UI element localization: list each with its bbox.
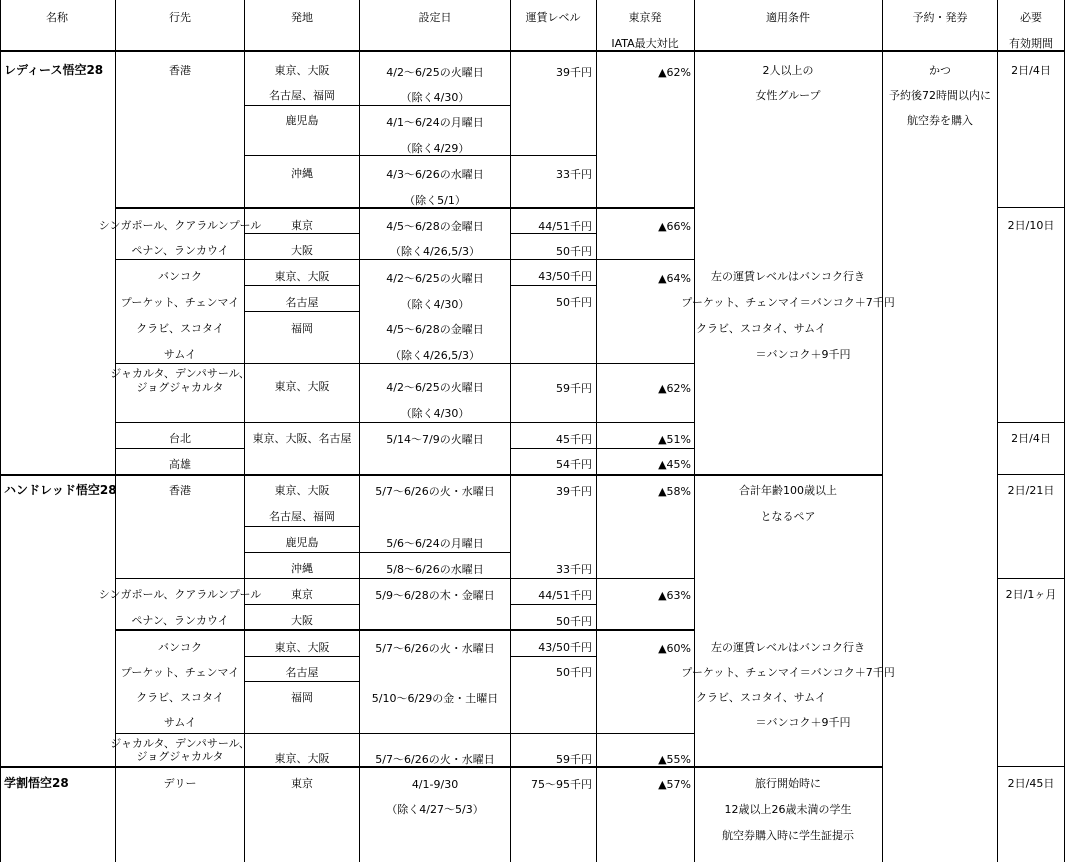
cell-lady-sg-2: ペナン、ランカウイ [131,244,229,257]
cell-hun-val2: 2日/1ヶ月 [1005,588,1057,601]
cell-hun-sg-p: ▲63% [658,589,691,602]
cell-hun-cond1: 合計年齢100歳以上 [739,484,837,497]
cell-hun-jk-f: 59千円 [556,753,592,766]
cell-hun-bk-o1: 東京、大阪 [274,641,330,654]
cell-lady-sg-d1: 4/5～6/28の金曜日 [386,220,484,233]
cell-hun-bk-c2: プーケット、チェンマイ＝バンコク＋7千円 [681,666,895,679]
cell-hun-bk-o2: 名古屋 [285,666,319,679]
cell-lady-val1: 2日/4日 [1011,64,1051,77]
cell-lady-bk-c3: クラビ、スコタイ、サムイ [696,322,826,335]
cell-hun-jk-2: ジョグジャカルタ [136,750,224,763]
cell-lady-cond2: 女性グループ [755,89,821,102]
cell-lady-bk-o2: 名古屋 [285,296,319,309]
cell-hun-bk-p: ▲60% [658,642,691,655]
cell-lady-jk-f: 59千円 [556,382,592,395]
cell-lady-hk-p: ▲62% [658,66,691,79]
cell-lady-bk-d1: 4/2～6/25の火曜日 [386,272,484,285]
cell-stu-c3: 航空券購入時に学生証提示 [722,829,854,842]
header-origin: 発地 [291,11,313,24]
cell-hun-hk-o2: 名古屋、福岡 [269,510,335,523]
cell-lady-bk-4: サムイ [163,348,197,361]
cell-lady-val2: 2日/10日 [1007,219,1055,232]
cell-hun-sg-2: ペナン、ランカウイ [131,614,229,627]
cell-lady-hk-d2: （除く4/30） [400,91,470,104]
cell-lady-val3: 2日/4日 [1011,432,1051,445]
cell-hun-ok-o: 沖縄 [291,562,313,575]
cell-hun-bk-d2: 5/10～6/29の金・土曜日 [371,692,499,705]
cell-stu-dest: デリー [163,777,197,790]
cell-hun-ok-d: 5/8～6/26の水曜日 [386,563,484,576]
header-dates: 設定日 [418,11,452,24]
cell-lady-ok-d1: 4/3～6/26の水曜日 [386,168,484,181]
cell-lady-hk-f: 39千円 [556,66,592,79]
cell-hun-bk-f1: 43/50千円 [538,641,592,654]
cell-lady-sg-1: シンガポール、クアラルンプール [98,219,262,232]
cell-lady-tp: 台北 [169,432,191,445]
cell-lady-tp-d: 5/14～7/9の火曜日 [386,433,484,446]
cell-stu-p: ▲57% [658,778,691,791]
cell-book2: 予約後72時間以内に [889,89,991,102]
cell-lady-tp-f: 45千円 [556,433,592,446]
cell-hun-bk-o3: 福岡 [291,691,313,704]
cell-lady-bk-d2: （除く4/30） [400,298,470,311]
cell-hun-sg-d: 5/9～6/28の木・金曜日 [375,589,495,602]
cell-hun-sg-f2: 50千円 [556,615,592,628]
cell-stu-d2: （除く4/27～5/3） [386,803,484,816]
cell-stu-f: 75～95千円 [531,778,592,791]
cell-hun-bk-c1: 左の運賃レベルはバンコク行き [711,641,865,654]
cell-hun-hk-p: ▲58% [658,485,691,498]
cell-hun-bk-1: バンコク [158,641,202,654]
cell-lady-hk-d1: 4/2～6/25の火曜日 [386,66,484,79]
header-cond: 適用条件 [766,11,810,24]
cell-lady-bk-2: プーケット、チェンマイ [120,296,240,309]
cell-lady-kh-p: ▲45% [658,458,691,471]
cell-book3: 航空券を購入 [907,114,973,127]
cell-hun-bk-2: プーケット、チェンマイ [120,666,240,679]
cell-hun-name: ハンドレッド悟空28 [4,483,117,497]
cell-hun-hk-f: 39千円 [556,485,592,498]
cell-lady-bk-3: クラビ、スコタイ [136,322,224,335]
cell-lady-ok-f: 33千円 [556,168,592,181]
header-book: 予約・発券 [912,11,968,24]
cell-lady-bk-d3: 4/5～6/28の金曜日 [386,323,484,336]
cell-hun-bk-d1: 5/7～6/26の火・水曜日 [375,642,495,655]
header-name: 名称 [46,11,68,24]
cell-hun-bk-3: クラビ、スコタイ [136,691,224,704]
cell-stu-o: 東京 [291,777,313,790]
cell-lady-kh-f: 54千円 [556,458,592,471]
cell-hun-kg-o: 鹿児島 [285,536,319,549]
cell-lady-jk-2: ジョグジャカルタ [136,381,224,394]
cell-lady-hk-o2: 名古屋、福岡 [269,89,335,102]
cell-lady-sg-f2: 50千円 [556,245,592,258]
cell-hun-bk-4: サムイ [163,716,197,729]
header-tokyo1: 東京発 [628,11,662,24]
cell-lady-bk-c4: ＝バンコク＋9千円 [755,348,851,361]
cell-hun-sg-1: シンガポール、クアラルンプール [98,588,262,601]
cell-lady-ok-d2: （除く5/1） [404,194,466,207]
cell-lady-bk-f1: 43/50千円 [538,270,592,283]
cell-lady-kg-d1: 4/1～6/24の月曜日 [386,116,484,129]
cell-lady-jk-d1: 4/2～6/25の火曜日 [386,381,484,394]
cell-lady-jk-p: ▲62% [658,382,691,395]
cell-hun-jk-d: 5/7～6/26の火・水曜日 [375,753,495,766]
cell-hun-bk-c3: クラビ、スコタイ、サムイ [696,691,826,704]
cell-hun-cond2: となるペア [760,510,816,523]
cell-stu-c2: 12歳以上26歳未満の学生 [724,803,852,816]
cell-hun-bk-f2: 50千円 [556,666,592,679]
cell-lady-sg-o2: 大阪 [291,244,313,257]
cell-stu-c1: 旅行開始時に [755,777,821,790]
cell-hun-kg-d: 5/6～6/24の月曜日 [386,537,484,550]
cell-lady-bk-f2: 50千円 [556,296,592,309]
cell-hun-hk: 香港 [169,484,191,497]
cell-lady-kg-d2: （除く4/29） [400,142,470,155]
cell-lady-bk-d4: （除く4/26,5/3） [390,349,480,362]
cell-hun-sg-f1: 44/51千円 [538,589,592,602]
cell-hun-jk-p: ▲55% [658,753,691,766]
cell-lady-jk-d2: （除く4/30） [400,407,470,420]
cell-lady-hk: 香港 [169,64,191,77]
cell-lady-hk-o1: 東京、大阪 [274,64,330,77]
cell-lady-bk-c2: プーケット、チェンマイ＝バンコク＋7千円 [681,296,895,309]
cell-hun-jk-o: 東京、大阪 [274,752,330,765]
header-fare: 運賃レベル [525,11,581,24]
cell-hun-sg-o1: 東京 [291,588,313,601]
cell-lady-name: レディース悟空28 [4,63,104,77]
cell-lady-jk-o: 東京、大阪 [274,380,330,393]
cell-lady-sg-d2: （除く4/26,5/3） [390,245,480,258]
cell-book1: かつ [929,64,951,77]
cell-lady-bk-c1: 左の運賃レベルはバンコク行き [711,270,865,283]
cell-lady-sg-f1: 44/51千円 [538,220,592,233]
cell-lady-sg-p: ▲66% [658,220,691,233]
cell-hun-hk-d: 5/7～6/26の火・水曜日 [375,485,495,498]
header-tokyo2: IATA最大対比 [611,37,679,50]
cell-hun-bk-c4: ＝バンコク＋9千円 [755,716,851,729]
cell-hun-val1: 2日/21日 [1007,484,1055,497]
cell-lady-tp-o: 東京、大阪、名古屋 [252,432,352,445]
cell-stu-val: 2日/45日 [1007,777,1055,790]
header-need2: 有効期間 [1009,37,1053,50]
cell-lady-ok-o: 沖縄 [291,167,313,180]
header-need1: 必要 [1020,11,1042,24]
cell-lady-jk-1: ジャカルタ、デンパサール、 [110,367,250,380]
header-dest: 行先 [169,11,191,24]
cell-lady-bk-o1: 東京、大阪 [274,270,330,283]
cell-hun-hk-o1: 東京、大阪 [274,484,330,497]
cell-lady-bk-1: バンコク [158,270,202,283]
cell-lady-kh: 高雄 [169,458,191,471]
cell-lady-bk-p: ▲64% [658,272,691,285]
cell-hun-ok-f: 33千円 [556,563,592,576]
cell-lady-kg-o: 鹿児島 [285,114,319,127]
cell-lady-tp-p: ▲51% [658,433,691,446]
cell-lady-sg-o1: 東京 [291,219,313,232]
cell-lady-cond1: 2人以上の [762,64,814,77]
cell-hun-jk-1: ジャカルタ、デンパサール、 [110,737,250,750]
cell-stu-name: 学割悟空28 [4,776,69,790]
cell-lady-bk-o3: 福岡 [291,322,313,335]
cell-stu-d1: 4/1-9/30 [411,778,459,791]
cell-hun-sg-o2: 大阪 [291,614,313,627]
